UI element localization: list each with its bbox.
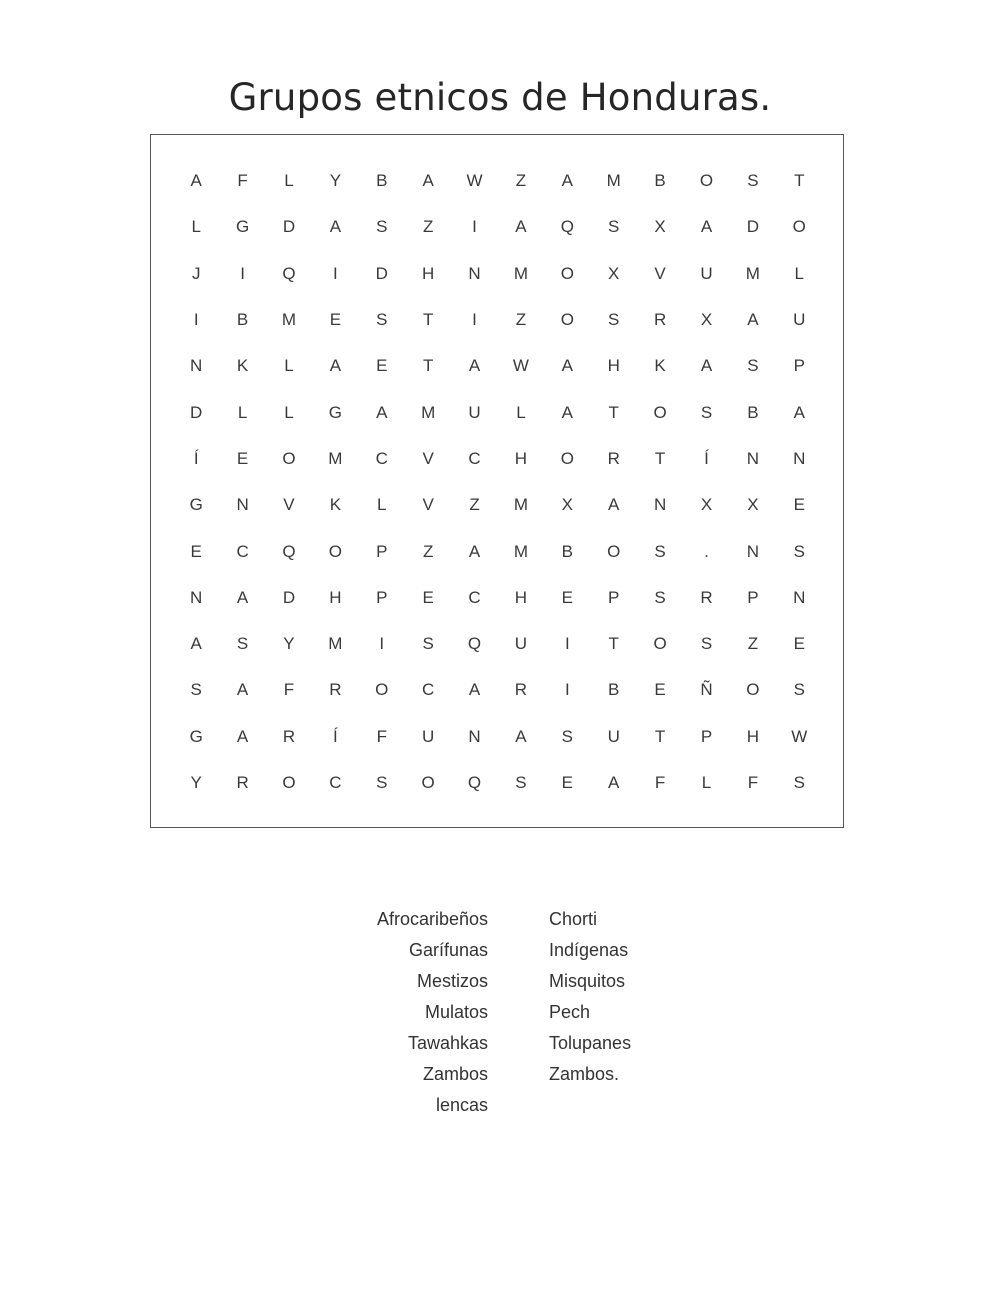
grid-cell[interactable]: A <box>190 634 202 654</box>
word-item: Chorti <box>549 909 598 929</box>
grid-cell[interactable]: P <box>747 587 759 607</box>
grid-cell[interactable]: T <box>654 448 666 468</box>
word-item: Mulatos <box>424 1002 488 1022</box>
grid-cell[interactable]: I <box>240 263 245 283</box>
grid-cell[interactable]: R <box>607 448 620 468</box>
grid-cell[interactable]: S <box>236 634 249 654</box>
grid-cell[interactable]: A <box>515 726 527 746</box>
grid-cell[interactable]: T <box>608 634 619 654</box>
grid-cell[interactable]: N <box>468 263 481 283</box>
grid-cell[interactable]: O <box>328 541 342 561</box>
grid-cell[interactable]: E <box>793 495 805 515</box>
grid-cell[interactable]: E <box>190 541 202 561</box>
grid-cell[interactable]: V <box>422 495 434 515</box>
grid-cell[interactable]: A <box>329 217 342 237</box>
word-item: Afrocaribeños <box>376 909 488 929</box>
word-item: lencas <box>435 1095 488 1115</box>
grid-cell[interactable]: N <box>746 448 760 468</box>
grid-cell[interactable]: R <box>236 773 249 792</box>
grid-cell[interactable]: S <box>747 356 759 376</box>
grid-cell[interactable]: A <box>747 310 759 330</box>
grid-cell[interactable]: A <box>608 495 620 515</box>
grid-cell[interactable]: R <box>653 310 667 330</box>
grid-cell[interactable]: Q <box>467 773 482 792</box>
grid-cell[interactable]: L <box>237 402 248 422</box>
grid-cell[interactable]: X <box>700 310 713 330</box>
grid-cell[interactable]: R <box>329 680 342 700</box>
grid-cell[interactable]: A <box>561 402 573 422</box>
grid-cell[interactable]: Q <box>282 263 296 283</box>
grid-cell[interactable]: R <box>514 680 528 700</box>
grid-cell[interactable]: T <box>794 171 805 191</box>
grid-cell[interactable]: O <box>560 448 574 468</box>
grid-cell[interactable]: F <box>654 773 666 792</box>
grid-cell[interactable]: Í <box>704 448 709 468</box>
grid-cell[interactable]: W <box>466 171 483 191</box>
grid-cell[interactable]: Z <box>422 541 434 561</box>
grid-cell[interactable]: Í <box>333 726 338 746</box>
grid-cell[interactable]: A <box>236 726 249 746</box>
grid-cell[interactable]: U <box>422 726 435 746</box>
grid-cell[interactable]: K <box>654 356 666 376</box>
word-item: Zambos <box>422 1064 488 1084</box>
grid-cell[interactable]: G <box>235 217 250 237</box>
grid-cell[interactable]: O <box>560 263 574 283</box>
grid-cell[interactable]: S <box>515 773 527 792</box>
grid-cell[interactable]: K <box>236 356 249 376</box>
grid-cell[interactable]: Y <box>190 773 202 792</box>
grid-cell[interactable]: Y <box>283 634 295 654</box>
grid-cell[interactable]: M <box>328 448 343 468</box>
grid-cell[interactable]: E <box>236 448 249 468</box>
grid-cell[interactable]: O <box>653 634 667 654</box>
grid-cell[interactable]: B <box>561 541 573 561</box>
grid-cell[interactable]: A <box>700 356 713 376</box>
grid-cell[interactable]: V <box>654 263 666 283</box>
word-item: Pech <box>549 1002 591 1022</box>
grid-cell[interactable]: T <box>422 356 434 376</box>
grid-cell[interactable]: S <box>654 541 666 561</box>
word-item: Tolupanes <box>549 1033 632 1053</box>
grid-cell[interactable]: H <box>607 356 620 376</box>
letter-grid <box>173 158 822 806</box>
grid-cell[interactable]: X <box>561 495 573 515</box>
grid-cell[interactable]: W <box>791 726 808 746</box>
grid-cell[interactable]: N <box>746 541 760 561</box>
grid-cell[interactable]: Z <box>747 634 759 654</box>
word-list-right <box>549 904 749 1090</box>
grid-cell[interactable]: M <box>606 171 621 191</box>
grid-cell[interactable]: S <box>747 171 759 191</box>
grid-cell[interactable]: O <box>282 773 296 792</box>
grid-cell[interactable]: O <box>560 310 574 330</box>
grid-cell[interactable]: Z <box>515 171 527 191</box>
grid-cell[interactable]: C <box>422 680 435 700</box>
word-list-left <box>300 904 488 1121</box>
grid-cell[interactable]: A <box>190 171 202 191</box>
grid-cell[interactable]: E <box>561 773 573 792</box>
grid-cell[interactable]: A <box>608 773 620 792</box>
grid-cell[interactable]: B <box>376 171 388 191</box>
grid-cell[interactable]: G <box>189 726 203 746</box>
grid-cell[interactable]: P <box>376 541 388 561</box>
grid-cell[interactable]: M <box>513 263 529 283</box>
grid-cell[interactable]: O <box>792 217 806 237</box>
grid-cell[interactable]: N <box>793 448 806 468</box>
grid-cell[interactable]: P <box>608 587 620 607</box>
grid-cell[interactable]: L <box>377 495 387 515</box>
grid-cell[interactable]: C <box>236 541 249 561</box>
grid-cell[interactable]: B <box>608 680 620 700</box>
grid-cell[interactable]: P <box>376 587 388 607</box>
grid-cell[interactable]: S <box>190 680 202 700</box>
grid-cell[interactable]: S <box>654 587 666 607</box>
grid-cell[interactable]: N <box>190 587 203 607</box>
grid-cell[interactable]: E <box>654 680 666 700</box>
grid-cell[interactable]: S <box>422 634 434 654</box>
grid-cell[interactable]: O <box>653 402 667 422</box>
grid-cell[interactable]: F <box>237 171 248 191</box>
grid-cell[interactable]: N <box>190 356 203 376</box>
word-item: Tawahkas <box>407 1033 488 1053</box>
grid-cell[interactable]: M <box>328 634 343 654</box>
grid-cell[interactable]: A <box>561 171 573 191</box>
grid-cell[interactable]: A <box>700 217 713 237</box>
grid-cell[interactable]: X <box>654 217 666 237</box>
grid-cell[interactable]: O <box>746 680 760 700</box>
grid-cell[interactable]: H <box>422 263 435 283</box>
grid-cell[interactable]: T <box>654 726 666 746</box>
grid-cell[interactable]: P <box>793 356 805 376</box>
grid-cell[interactable]: N <box>793 587 806 607</box>
grid-cell[interactable]: X <box>700 495 713 515</box>
grid-cell[interactable]: I <box>333 263 338 283</box>
grid-cell[interactable]: D <box>746 217 760 237</box>
grid-cell[interactable]: J <box>191 263 201 283</box>
grid-cell[interactable]: L <box>701 773 712 792</box>
grid-cell[interactable]: O <box>699 171 714 191</box>
grid-cell[interactable]: R <box>700 587 713 607</box>
grid-cell[interactable]: Q <box>467 634 482 654</box>
grid-cell[interactable]: L <box>284 356 294 376</box>
word-item: Misquitos <box>549 971 626 991</box>
grid-cell[interactable]: N <box>653 495 667 515</box>
grid-cell[interactable]: S <box>793 773 805 792</box>
grid-cell[interactable]: D <box>282 587 296 607</box>
grid-cell[interactable]: Q <box>560 217 574 237</box>
word-item: Garífunas <box>408 940 488 960</box>
grid-cell[interactable]: A <box>422 171 434 191</box>
grid-cell[interactable]: L <box>191 217 201 237</box>
grid-cell[interactable]: M <box>421 402 436 422</box>
grid-cell[interactable]: Ñ <box>700 680 713 700</box>
grid-cell[interactable]: G <box>189 495 203 515</box>
grid-cell[interactable]: A <box>236 680 249 700</box>
grid-cell[interactable]: F <box>376 726 387 746</box>
grid-cell[interactable]: L <box>516 402 526 422</box>
grid-cell[interactable]: B <box>747 402 759 422</box>
grid-cell[interactable]: R <box>282 726 296 746</box>
grid-cell[interactable]: B <box>654 171 666 191</box>
grid-cell[interactable]: U <box>468 402 481 422</box>
grid-cell[interactable]: S <box>376 310 388 330</box>
grid-cell[interactable]: A <box>561 356 573 376</box>
page-title: Grupos etnicos de Honduras. <box>228 76 772 119</box>
grid-cell[interactable]: S <box>608 217 620 237</box>
grid-cell[interactable]: E <box>422 587 434 607</box>
grid-cell[interactable]: I <box>564 680 570 700</box>
grid-cell[interactable]: U <box>607 726 620 746</box>
grid-cell[interactable]: X <box>608 263 620 283</box>
grid-cell[interactable]: V <box>283 495 295 515</box>
grid-cell[interactable]: K <box>329 495 342 515</box>
grid-cell[interactable]: S <box>700 402 713 422</box>
grid-cell[interactable]: O <box>282 448 296 468</box>
grid-cell[interactable]: E <box>793 634 805 654</box>
grid-cell[interactable]: A <box>468 541 481 561</box>
grid-cell[interactable]: H <box>746 726 760 746</box>
grid-cell[interactable]: I <box>472 310 477 330</box>
word-item: Indígenas <box>549 940 629 960</box>
grid-cell[interactable]: C <box>468 448 481 468</box>
grid-cell[interactable]: N <box>468 726 481 746</box>
grid-cell[interactable]: T <box>422 310 434 330</box>
grid-cell[interactable]: U <box>514 634 528 654</box>
grid-cell[interactable]: Y <box>329 171 342 191</box>
grid-cell[interactable]: H <box>514 587 528 607</box>
grid-cell[interactable]: Z <box>422 217 434 237</box>
grid-cell[interactable]: C <box>468 587 481 607</box>
grid-cell[interactable]: O <box>421 773 435 792</box>
grid-cell[interactable]: O <box>375 680 389 700</box>
grid-cell[interactable]: A <box>793 402 805 422</box>
grid-cell[interactable]: A <box>329 356 342 376</box>
grid-cell[interactable]: U <box>700 263 713 283</box>
grid-cell[interactable]: I <box>379 634 385 654</box>
grid-cell[interactable]: I <box>564 634 570 654</box>
grid-cell[interactable]: B <box>236 310 249 330</box>
grid-cell[interactable]: D <box>190 402 203 422</box>
grid-cell[interactable]: A <box>468 356 481 376</box>
grid-cell[interactable]: A <box>376 402 388 422</box>
grid-cell[interactable]: I <box>472 217 477 237</box>
grid-cell[interactable]: S <box>376 217 388 237</box>
word-item: Zambos. <box>549 1064 620 1084</box>
grid-cell[interactable]: Í <box>193 448 199 468</box>
grid-cell[interactable]: M <box>513 541 529 561</box>
grid-cell[interactable]: F <box>283 680 295 700</box>
grid-cell[interactable]: A <box>236 587 249 607</box>
grid-cell[interactable]: Z <box>469 495 480 515</box>
grid-cell[interactable]: S <box>376 773 388 792</box>
grid-cell[interactable]: G <box>328 402 342 422</box>
grid-cell[interactable]: S <box>793 680 805 700</box>
grid-cell[interactable]: E <box>376 356 388 376</box>
grid-cell[interactable]: N <box>236 495 249 515</box>
grid-cell[interactable]: L <box>284 171 294 191</box>
grid-cell[interactable]: D <box>282 217 296 237</box>
grid-cell[interactable]: V <box>422 448 434 468</box>
grid-cell[interactable]: Q <box>282 541 296 561</box>
grid-cell[interactable]: E <box>329 310 342 330</box>
grid-cell[interactable]: A <box>515 217 527 237</box>
grid-cell[interactable]: E <box>561 587 573 607</box>
grid-cell[interactable]: H <box>514 448 528 468</box>
grid-cell[interactable]: L <box>794 263 804 283</box>
grid-cell[interactable]: I <box>193 310 199 330</box>
grid-cell[interactable]: M <box>745 263 760 283</box>
grid-cell[interactable]: H <box>329 587 342 607</box>
grid-cell[interactable]: U <box>793 310 806 330</box>
grid-cell[interactable]: F <box>747 773 759 792</box>
grid-cell[interactable]: A <box>468 680 481 700</box>
grid-cell[interactable]: Z <box>515 310 527 330</box>
grid-cell[interactable]: C <box>329 773 342 792</box>
grid-cell[interactable]: M <box>513 495 529 515</box>
grid-cell[interactable]: S <box>561 726 573 746</box>
grid-cell[interactable]: S <box>793 541 805 561</box>
grid-cell[interactable]: . <box>704 541 709 561</box>
grid-cell[interactable]: S <box>608 310 620 330</box>
word-item: Mestizos <box>416 971 488 991</box>
grid-cell[interactable]: L <box>284 402 294 422</box>
grid-cell[interactable]: W <box>512 356 529 376</box>
grid-cell[interactable]: X <box>747 495 759 515</box>
grid-cell[interactable]: S <box>700 634 713 654</box>
grid-cell[interactable]: M <box>281 310 297 330</box>
grid-cell[interactable]: C <box>375 448 388 468</box>
grid-cell[interactable]: D <box>375 263 388 283</box>
grid-cell[interactable]: T <box>608 402 619 422</box>
grid-cell[interactable]: O <box>607 541 621 561</box>
grid-cell[interactable]: P <box>700 726 713 746</box>
